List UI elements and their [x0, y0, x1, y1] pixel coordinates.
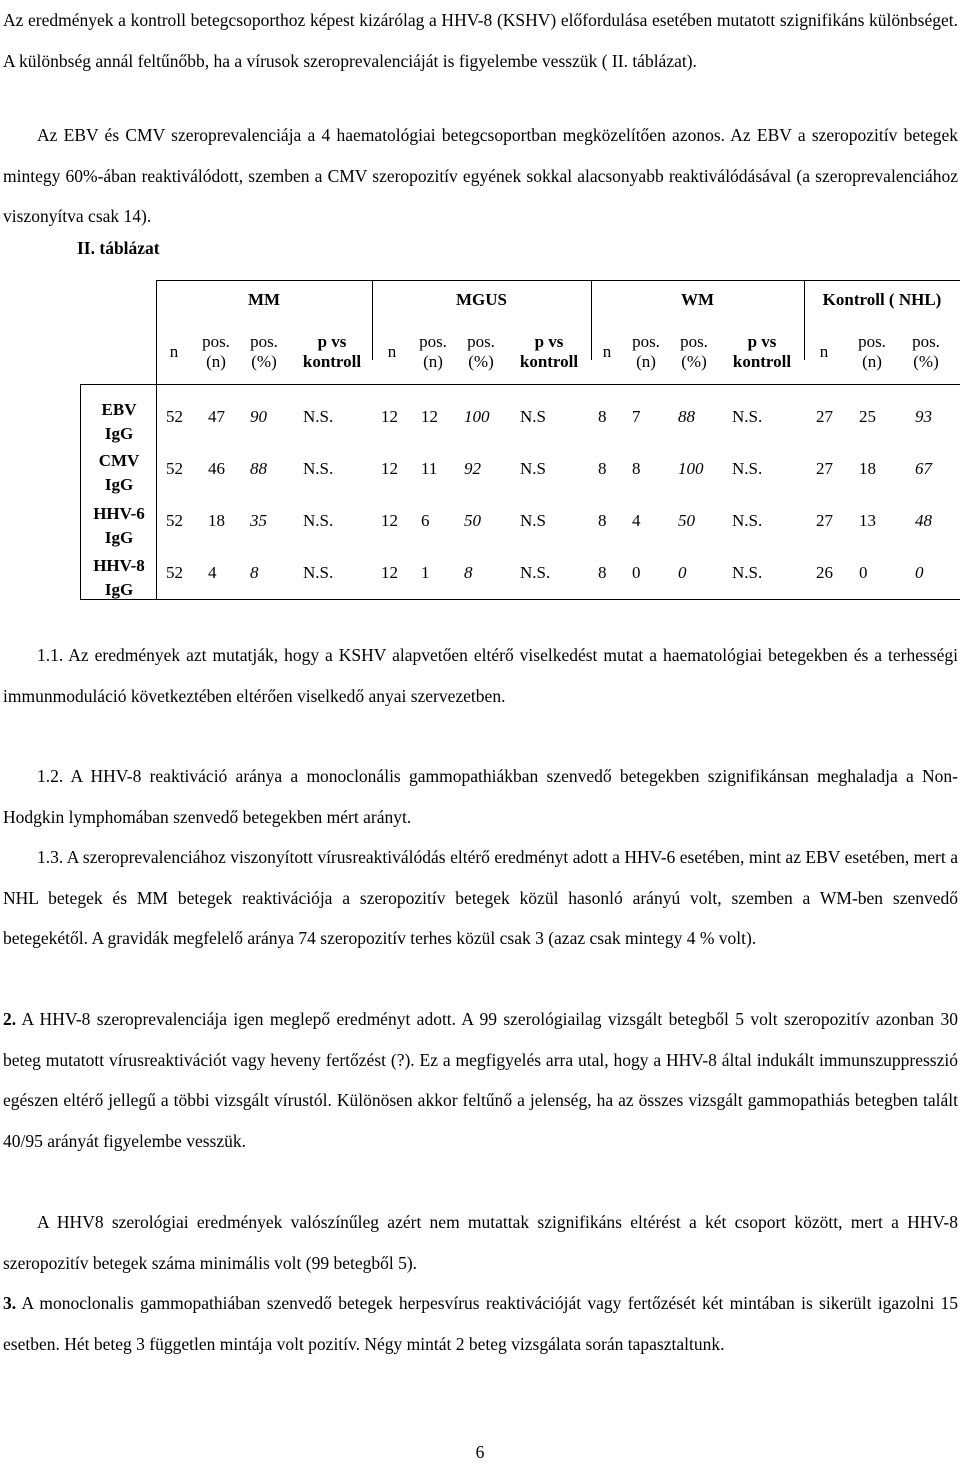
cell-mgus-p: N.S. — [520, 563, 551, 582]
cell-wm-p: N.S. — [732, 459, 763, 478]
cell-ctrl-pos-pct: 48 — [915, 511, 932, 530]
cell-mm-p: N.S. — [303, 407, 334, 426]
cell-ctrl-n: 26 — [816, 563, 833, 582]
conclusion-hhv8-serology: A HHV8 szerológiai eredmények valószínűleg azért nem mutattak szignifikáns eltérést a két csoport között, mert a HHV-8 szeropozitív betegek száma minimális volt (99 betegből 5). — [3, 1212, 958, 1273]
cell-mm-n: 52 — [166, 563, 183, 582]
cell-mm-pos-n: 47 — [208, 407, 225, 426]
cell-mgus-pos-n: 11 — [421, 459, 438, 478]
subheader-pos-n: pos. (n) — [202, 332, 230, 371]
subheader-n: n — [169, 342, 179, 361]
cell-wm-n: 8 — [598, 563, 607, 582]
cell-wm-pos-n: 0 — [632, 563, 641, 582]
group-header-mgus: MGUS — [456, 290, 507, 309]
cell-wm-n: 8 — [598, 459, 607, 478]
conclusion-1-2: 1.2. A HHV-8 reaktiváció aránya a monoclonális gammopathiákban szenvedő betegekben szignifikánsan meghaladja a Non-Hodgkin lymphomában szenvedő betegekben mért arányt. — [3, 766, 958, 827]
cell-ctrl-n: 27 — [816, 407, 833, 426]
row-label-hhv8: HHV-8 IgG — [93, 556, 145, 599]
conclusion-1-3: 1.3. A szeroprevalenciához viszonyított vírusreaktiválódás eltérő eredményt adott a HHV-6 esetében, mint az EBV esetében, mert a NHL betegek és MM betegek reaktivációja a szeropozitív betegek közül hasonló arányú volt, szemben a WM-ben szenvedő betegekétől. A gravidák megfelelő aránya 74 szeropozitív terhes közül csak 3 (azaz csak mintegy 4 % volt). — [3, 847, 958, 948]
cell-wm-pos-pct: 50 — [678, 511, 695, 530]
subheader-pos-pct: pos. (%) — [250, 332, 278, 371]
cell-mm-pos-pct: 88 — [250, 459, 267, 478]
section-number-2: 2. — [3, 1009, 17, 1029]
group-header-wm: WM — [680, 290, 715, 309]
cell-ctrl-pos-n: 18 — [859, 459, 876, 478]
cell-mgus-pos-pct: 8 — [464, 563, 473, 582]
cell-mgus-pos-pct: 92 — [464, 459, 481, 478]
cell-wm-p: N.S. — [732, 407, 763, 426]
subheader-p-vs-kontroll: p vs kontroll — [732, 332, 792, 371]
cell-wm-n: 8 — [598, 407, 607, 426]
cell-mgus-pos-pct: 100 — [464, 407, 490, 426]
cell-ctrl-n: 27 — [816, 511, 833, 530]
cell-wm-pos-pct: 0 — [678, 563, 687, 582]
conclusion-1-1: 1.1. Az eredmények azt mutatják, hogy a KSHV alapvetően eltérő viselkedést mutat a haematológiai betegekben és a terhességi immunmoduláció következtében eltérően viselkedő anyai szervezetben. — [3, 645, 958, 706]
row-label-ebv: EBV IgG — [101, 400, 137, 443]
intro-paragraph-1: Az eredmények a kontroll betegcsoporthoz képest kizárólag a HHV-8 (KSHV) előfordulása esetében mutatott szignifikáns különbséget. A különbség annál feltűnőbb, ha a vírusok szeroprevalenciáját is figyelembe vesszük ( II. táblázat). — [3, 10, 958, 71]
cell-mm-n: 52 — [166, 407, 183, 426]
cell-mgus-n: 12 — [381, 511, 398, 530]
group-header-kontroll: Kontroll ( NHL) — [822, 290, 942, 309]
page-number: 6 — [475, 1442, 485, 1462]
subheader-n: n — [819, 342, 829, 361]
seroprevalence-table — [80, 280, 960, 600]
cell-mgus-pos-n: 6 — [421, 511, 430, 530]
table-left-border — [80, 384, 81, 600]
row-label-cmv: CMV IgG — [98, 451, 140, 494]
conclusion-2-text: A HHV-8 szeroprevalenciája igen meglepő eredményt adott. A 99 szerológiailag vizsgált betegből 5 volt szeropozitív azonban 30 beteg mutatott vírusreaktivációt vagy heveny fertőzést (?). Ez a megfigyelés arra utal, hogy a HHV-8 által indukált immunszuppresszió egészen eltérő jellegű a többi vizsgált vírustól. Különösen akkor feltűnő a jelenség, ha az összes vizsgált gammopathiás betegben talált 40/95 arányát figyelembe vesszük. — [3, 1009, 958, 1151]
cell-ctrl-pos-n: 25 — [859, 407, 876, 426]
table-caption: II. táblázat — [77, 238, 160, 258]
intro-paragraph-2: Az EBV és CMV szeroprevalenciája a 4 haematológiai betegcsoportban megközelítően azonos. Az EBV a szeropozitív betegek mintegy 60%-ában reaktiválódott, szemben a CMV szeropozitív egyének sokkal alacsonyabb reaktiválódásával (a szeroprevalenciához viszonyítva csak 14). — [3, 125, 958, 226]
cell-ctrl-n: 27 — [816, 459, 833, 478]
subheader-pos-pct: pos. (%) — [467, 332, 495, 371]
cell-mgus-pos-n: 1 — [421, 563, 430, 582]
cell-mgus-n: 12 — [381, 459, 398, 478]
cell-mm-pos-pct: 90 — [250, 407, 267, 426]
cell-ctrl-pos-n: 13 — [859, 511, 876, 530]
conclusion-3-text: A monoclonalis gammopathiában szenvedő betegek herpesvírus reaktivációját vagy fertőzését két mintában is sikerült igazolni 15 esetben. Hét beteg 3 független mintája volt pozitív. Négy mintát 2 beteg vizsgálata során tapasztaltunk. — [3, 1293, 958, 1354]
cell-ctrl-pos-n: 0 — [859, 563, 868, 582]
subheader-n: n — [602, 342, 612, 361]
cell-mm-pos-pct: 8 — [250, 563, 259, 582]
subheader-n: n — [387, 342, 397, 361]
cell-mgus-pos-n: 12 — [421, 407, 438, 426]
cell-mgus-n: 12 — [381, 563, 398, 582]
cell-ctrl-pos-pct: 67 — [915, 459, 932, 478]
cell-mm-pos-n: 18 — [208, 511, 225, 530]
cell-ctrl-pos-pct: 93 — [915, 407, 932, 426]
cell-mgus-n: 12 — [381, 407, 398, 426]
cell-wm-n: 8 — [598, 511, 607, 530]
cell-mm-pos-n: 4 — [208, 563, 217, 582]
conclusion-3 — [3, 1283, 958, 1364]
subheader-pos-n: pos. (n) — [419, 332, 447, 371]
row-label-hhv6: HHV-6 IgG — [93, 504, 145, 547]
cell-wm-pos-pct: 100 — [678, 459, 704, 478]
cell-mm-p: N.S. — [303, 459, 334, 478]
subheader-p-vs-kontroll: p vs kontroll — [519, 332, 579, 371]
cell-mgus-p: N.S — [520, 459, 546, 478]
cell-ctrl-pos-pct: 0 — [915, 563, 924, 582]
cell-wm-pos-n: 4 — [632, 511, 641, 530]
subheader-pos-pct: pos. (%) — [912, 332, 940, 371]
cell-wm-p: N.S. — [732, 563, 763, 582]
cell-mgus-p: N.S — [520, 407, 546, 426]
cell-mm-p: N.S. — [303, 511, 334, 530]
cell-wm-pos-n: 8 — [632, 459, 641, 478]
subheader-pos-pct: pos. (%) — [680, 332, 708, 371]
cell-mgus-pos-pct: 50 — [464, 511, 481, 530]
subheader-pos-n: pos. (n) — [858, 332, 886, 371]
cell-mm-pos-pct: 35 — [250, 511, 267, 530]
subheader-pos-n: pos. (n) — [632, 332, 660, 371]
cell-mm-pos-n: 46 — [208, 459, 225, 478]
cell-mgus-p: N.S — [520, 511, 546, 530]
table-top-border — [156, 280, 960, 281]
table-bottom-border — [80, 599, 960, 600]
group-header-mm: MM — [247, 290, 281, 309]
cell-wm-p: N.S. — [732, 511, 763, 530]
conclusion-2 — [3, 999, 958, 1161]
cell-mm-n: 52 — [166, 511, 183, 530]
subheader-p-vs-kontroll: p vs kontroll — [302, 332, 362, 371]
cell-mm-p: N.S. — [303, 563, 334, 582]
cell-mm-n: 52 — [166, 459, 183, 478]
header-bottom-border — [80, 384, 960, 385]
section-number-3: 3. — [3, 1293, 17, 1313]
label-column-border — [156, 280, 157, 600]
cell-wm-pos-n: 7 — [632, 407, 641, 426]
cell-wm-pos-pct: 88 — [678, 407, 695, 426]
